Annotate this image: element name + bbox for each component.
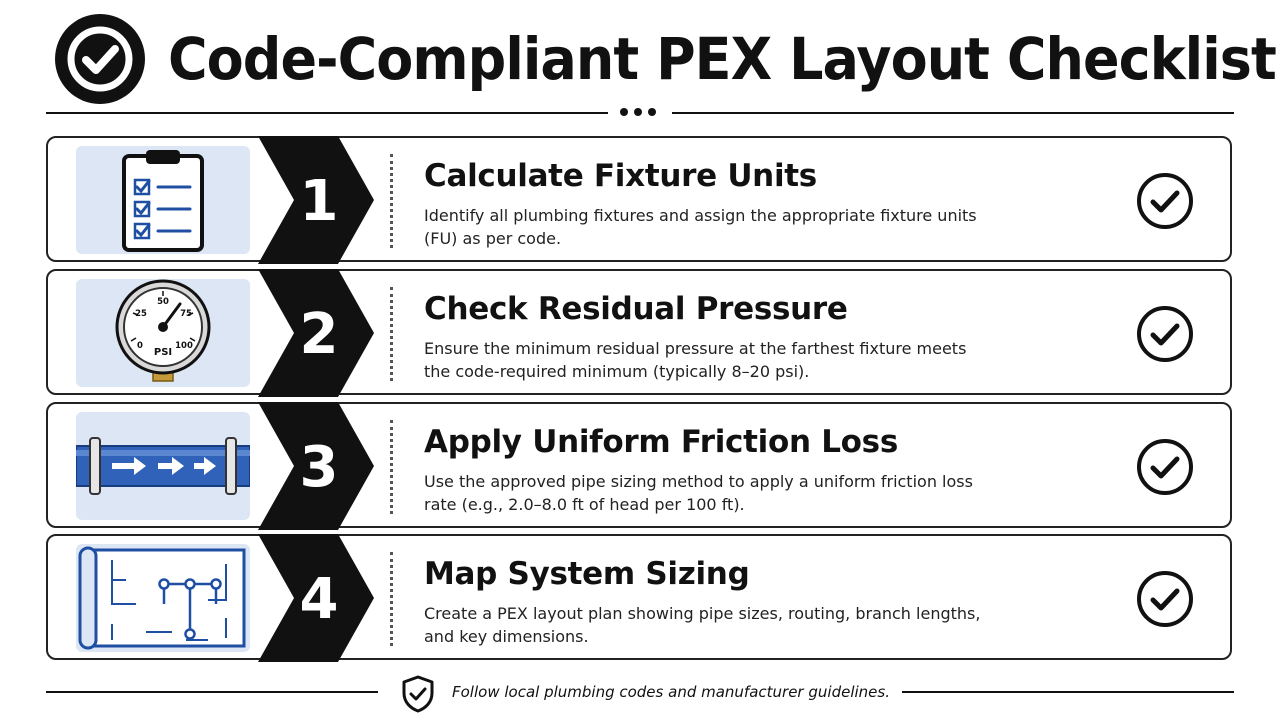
gauge-tick-50: 50	[157, 297, 169, 307]
dotted-divider	[390, 420, 393, 514]
divider-dots	[620, 108, 656, 116]
dotted-divider	[390, 287, 393, 381]
footer-note: Follow local plumbing codes and manufacturer guidelines.	[452, 683, 890, 701]
step-number: 3	[299, 434, 339, 500]
pipe-flow-icon	[76, 412, 250, 520]
step-number: 1	[299, 168, 339, 234]
check-circle-icon	[55, 14, 145, 104]
blueprint-icon	[76, 544, 250, 652]
step-title: Map System Sizing	[424, 556, 750, 592]
step-description: Use the approved pipe sizing method to apply a uniform friction loss rate (e.g., 2.0–8.0 ft of head per 100 ft).	[424, 472, 973, 514]
step-description: Create a PEX layout plan showing pipe sizes, routing, branch lengths, and key dimensions.	[424, 604, 981, 646]
step-title: Check Residual Pressure	[424, 291, 848, 327]
check-circle-icon[interactable]	[1136, 570, 1194, 628]
gauge-tick-0: 0	[137, 341, 143, 351]
page-title: Code-Compliant PEX Layout Checklist	[168, 25, 1276, 93]
shield-check-icon	[400, 674, 436, 714]
footer-divider-left	[46, 691, 378, 693]
checklist-item-3	[46, 402, 1232, 528]
gauge-tick-75: 75	[180, 309, 192, 319]
gauge-unit: PSI	[153, 347, 173, 358]
check-circle-icon[interactable]	[1136, 438, 1194, 496]
gauge-tick-25: 25	[135, 309, 147, 319]
step-title: Apply Uniform Friction Loss	[424, 424, 898, 460]
checklist-item-1	[46, 136, 1232, 262]
gauge-tick-100: 100	[175, 341, 193, 351]
check-circle-icon[interactable]	[1136, 305, 1194, 363]
step-title: Calculate Fixture Units	[424, 158, 817, 194]
dotted-divider	[390, 154, 393, 248]
dotted-divider	[390, 552, 393, 646]
step-description: Ensure the minimum residual pressure at the farthest fixture meets the code-required minimum (typically 8–20 psi).	[424, 339, 967, 381]
footer-divider-right	[902, 691, 1234, 693]
header-divider-right	[672, 112, 1234, 114]
checklist-item-2	[46, 269, 1232, 395]
clipboard-checklist-icon	[76, 146, 250, 254]
step-number: 2	[299, 301, 339, 367]
header-divider-left	[46, 112, 608, 114]
pressure-gauge-icon	[76, 279, 250, 387]
header	[0, 0, 1280, 100]
step-description: Identify all plumbing fixtures and assign the appropriate fixture units (FU) as per code.	[424, 206, 977, 248]
checklist-item-4	[46, 534, 1232, 660]
step-number: 4	[299, 566, 339, 632]
check-circle-icon[interactable]	[1136, 172, 1194, 230]
